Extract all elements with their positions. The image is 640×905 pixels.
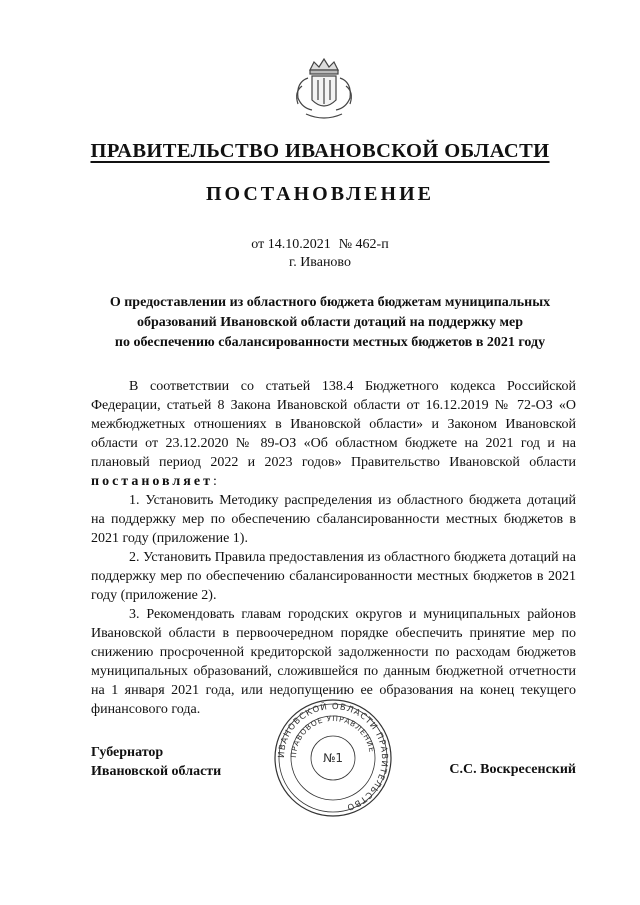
document-type: ПОСТАНОВЛЕНИЕ [206,183,434,205]
item-paragraph: 1. Установить Методику распределения из областного бюджета дотаций на поддержку мер по обеспечению сбалансированности местных бюджетов в 2021 году (приложение 1). [91,493,576,546]
item-paragraph: 2. Установить Правила предоставления из областного бюджета дотаций на поддержку мер по обеспечению сбалансированности местных бюджетов в 2021 году (приложение 2). [91,550,576,603]
official-stamp-icon [272,697,394,819]
document-city: г. Иваново [289,255,351,270]
document-title [90,293,570,353]
document-date: от 14.10.2021 [251,237,331,252]
decree-keyword: постановляет [91,474,213,489]
title-line: образований Ивановской области дотаций на поддержку мер [136,315,524,330]
organization-name: ПРАВИТЕЛЬСТВО ИВАНОВСКОЙ ОБЛАСТИ [90,140,550,162]
stamp-inner-text: ПРАВОВОЕ УПРАВЛЕНИЕ [288,713,377,759]
stamp-ring-text: ИВАНОВСКОЙ ОБЛАСТИ ПРАВИТЕЛЬСТВО [276,701,390,813]
title-line: О предоставлении из областного бюджета бюджетам муниципальных [109,295,551,310]
signatory-name: С.С. Воскресенский [449,762,576,777]
document-body [91,377,576,719]
document-number: № 462-п [338,237,389,252]
coat-of-arms-icon [288,52,360,124]
title-line: по обеспечению сбалансированности местных бюджетов в 2021 году [114,335,546,350]
item-paragraph: 3. Рекомендовать главам городских округов и муниципальных районов Ивановской области в первоочередном порядке обеспечить принятие мер по снижению просроченной кредиторской задолженности по расходам бюджетов муниципальных образований, сложившейся по данным бюджетной отчетности на 1 января 2021 года, или недопущению ее образования на конец текущего финансового года. [91,607,576,717]
stamp-number: №1 [322,751,344,765]
signatory-position: Губернатор Ивановской области [91,745,222,779]
date-block [0,236,640,272]
preamble-paragraph: В соответствии со статьей 138.4 Бюджетного кодекса Российской Федерации, статьей 8 Закона Ивановской области от 16.12.2019 № 72-ОЗ «О межбюджетных отношениях в Ивановской области» и Законом Ивановской области от 23.12.2020 № 89-ОЗ «Об областном бюджете на 2021 год и на плановый период 2022 и 2023 годов» Правительство Ивановской области постановляет: [91,379,576,489]
